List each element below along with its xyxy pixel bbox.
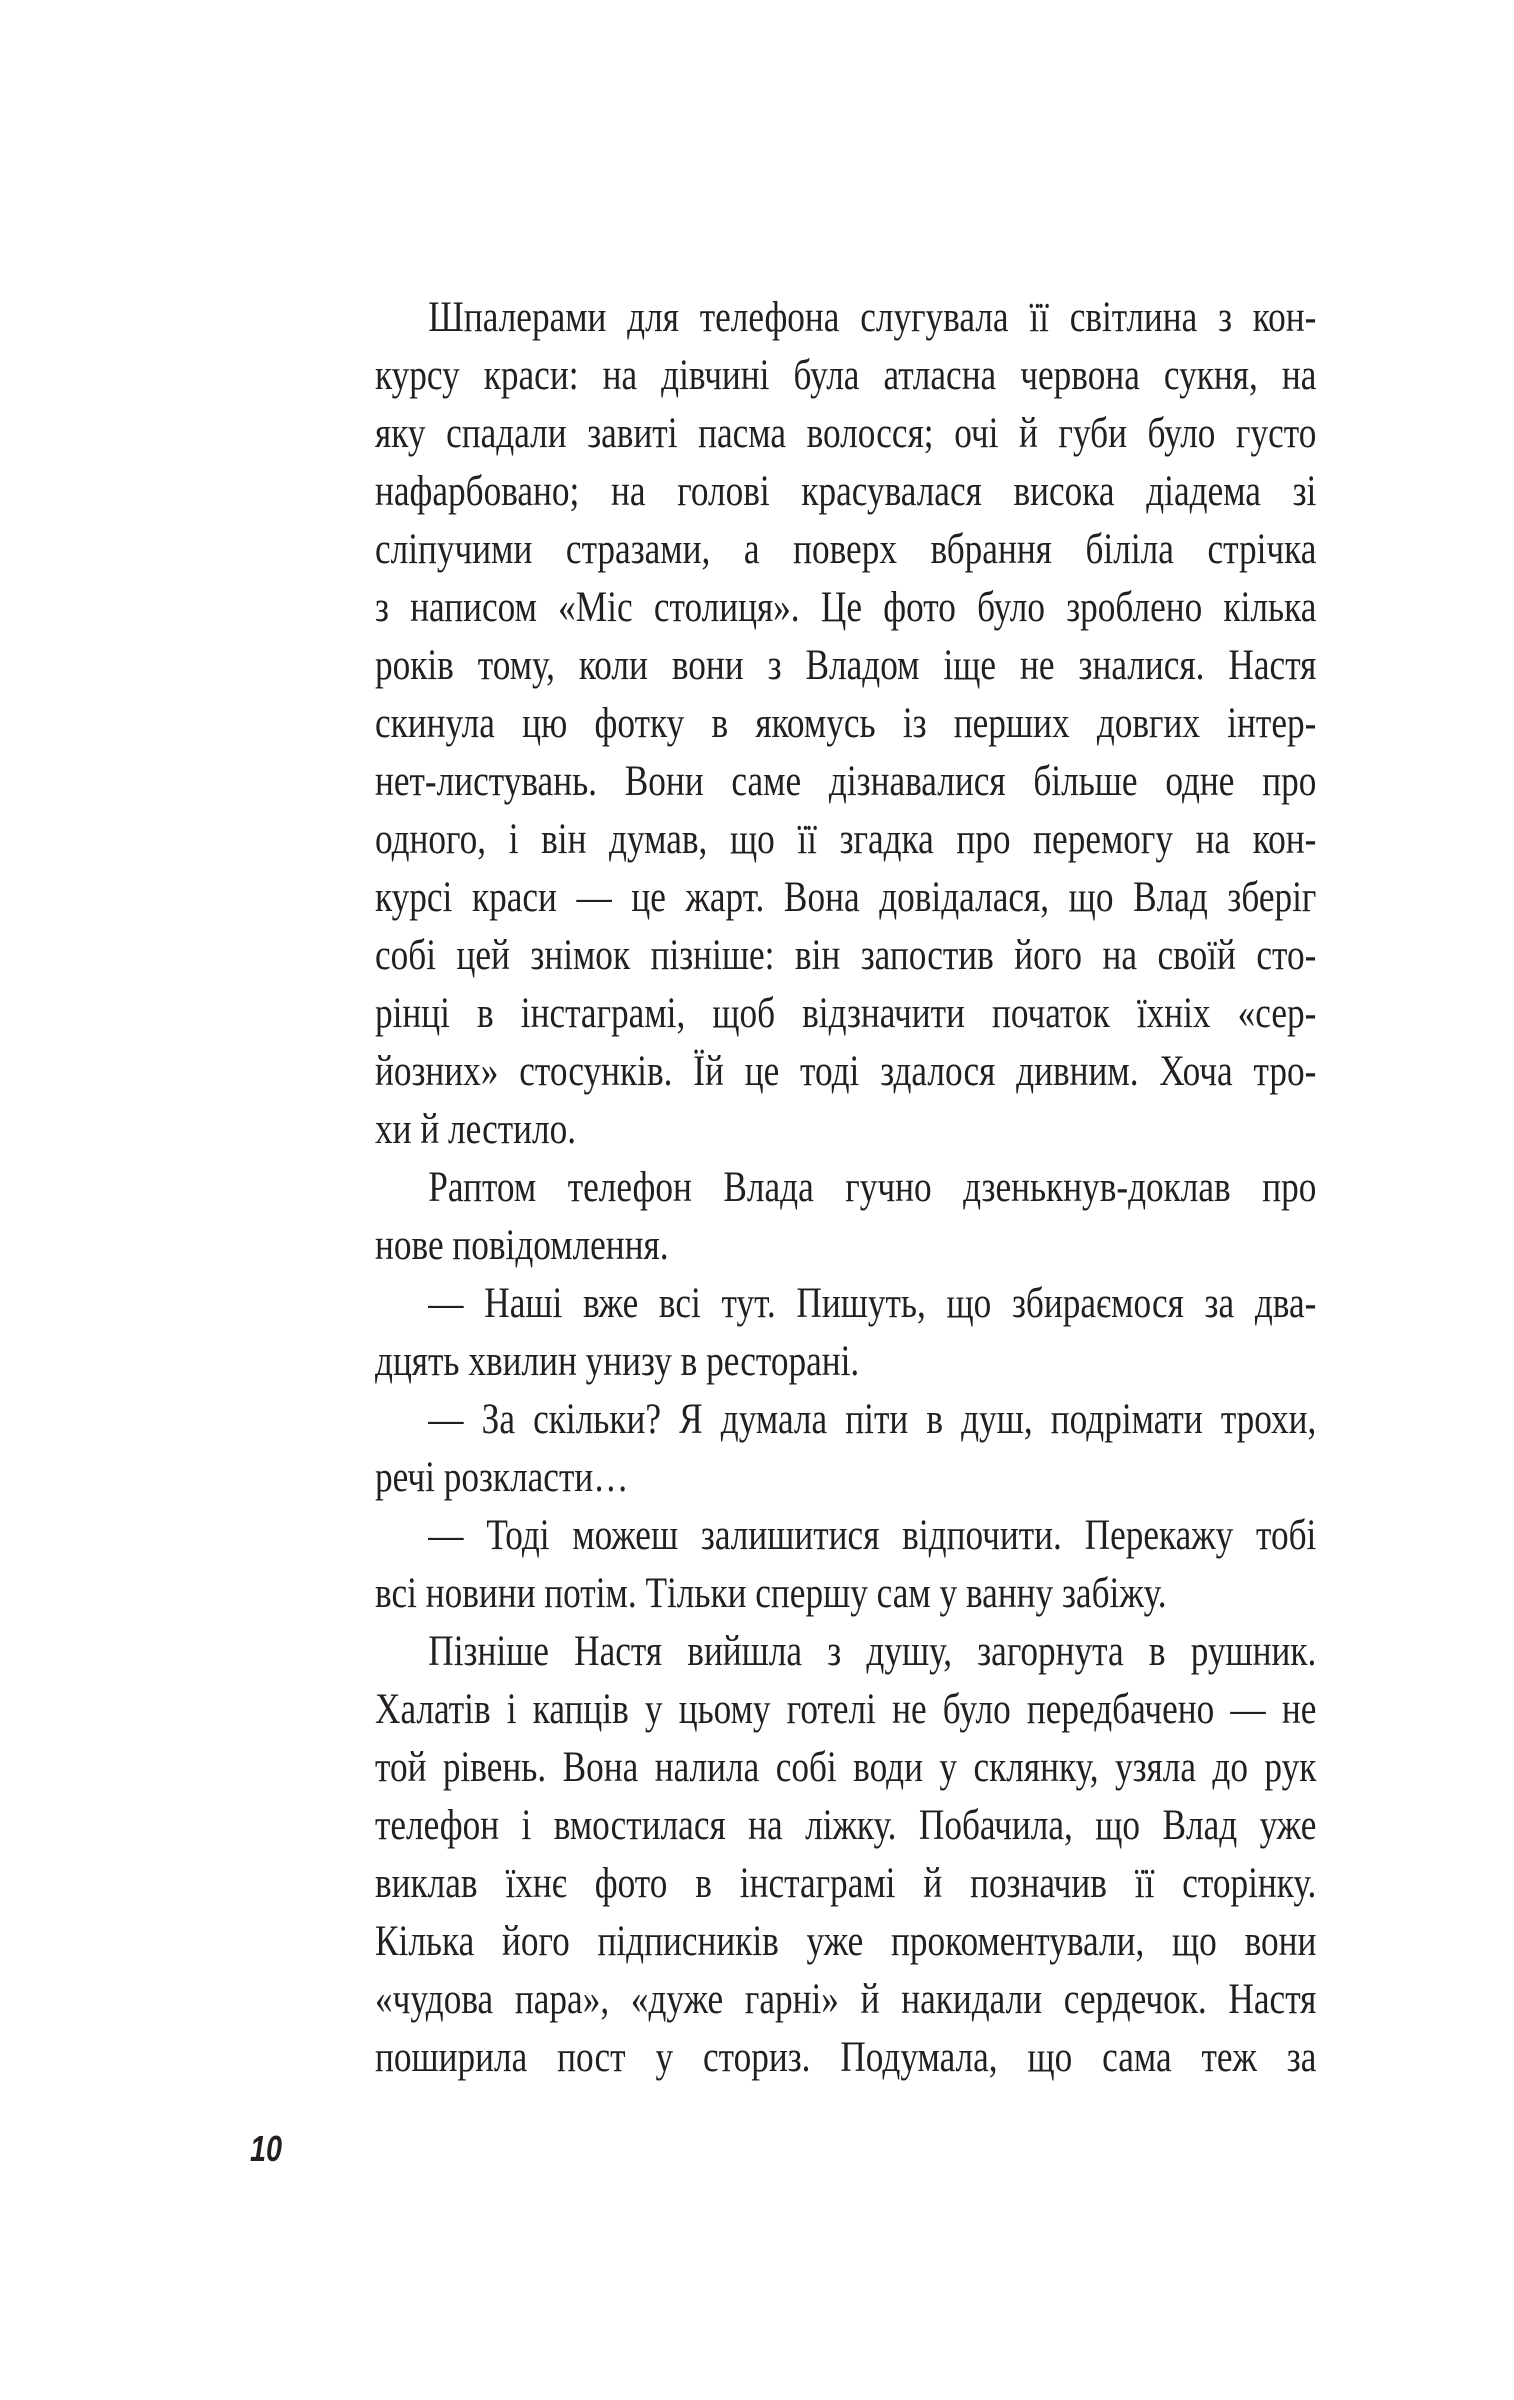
text-line: Раптом телефон Влада гучно дзенькнув-доклав про — [428, 1164, 1317, 1211]
text-line: Шпалерами для телефона слугувала її світлина з кон- — [428, 294, 1317, 341]
text-line: — Наші вже всі тут. Пишуть, що збираємося за два- — [428, 1280, 1317, 1327]
text-line: телефон і вмостилася на ліжку. Побачила, що Влад уже — [375, 1802, 1317, 1849]
text-line: Кілька його підписників уже прокоментували, що вони — [375, 1918, 1317, 1965]
text-line: рінці в інстаграмі, щоб відзначити початок їхніх «сер- — [375, 990, 1317, 1037]
text-line: Халатів і капців у цьому готелі не було передбачено — не — [375, 1686, 1317, 1733]
text-line: одного, і він думав, що її згадка про перемогу на кон- — [375, 816, 1317, 863]
text-line: — Тоді можеш залишитися відпочити. Перекажу тобі — [428, 1512, 1317, 1559]
text-line: виклав їхнє фото в інстаграмі й позначив її сторінку. — [375, 1860, 1317, 1907]
text-line: всі новини потім. Тільки спершу сам у ванну забіжу. — [375, 1570, 1167, 1617]
text-line: курсі краси — це жарт. Вона довідалася, що Влад зберіг — [375, 874, 1317, 921]
text-line: курсу краси: на дівчині була атласна червона сукня, на — [375, 352, 1317, 399]
text-line: сліпучими стразами, а поверх вбрання біліла стрічка — [375, 526, 1317, 573]
text-line: нафарбовано; на голові красувалася висока діадема зі — [375, 468, 1317, 515]
text-line: нове повідомлення. — [375, 1222, 669, 1269]
text-line: той рівень. Вона налила собі води у склянку, узяла до рук — [375, 1744, 1317, 1791]
text-line: з написом «Міс столиця». Це фото було зроблено кілька — [375, 584, 1317, 631]
text-line: собі цей знімок пізніше: він запостив його на своїй сто- — [375, 932, 1317, 979]
text-line: нет-листувань. Вони саме дізнавалися більше одне про — [375, 758, 1317, 805]
text-line: речі розкласти… — [375, 1454, 629, 1501]
text-line: років тому, коли вони з Владом іще не зналися. Настя — [375, 642, 1317, 689]
text-line: «чудова пара», «дуже гарні» й накидали сердечок. Настя — [375, 1976, 1317, 2023]
text-line: йозних» стосунків. Їй це тоді здалося дивним. Хоча тро- — [375, 1048, 1317, 1095]
text-line: дцять хвилин унизу в ресторані. — [375, 1338, 860, 1385]
page-number: 10 — [250, 2128, 283, 2169]
text-line: поширила пост у сториз. Подумала, що сама теж за — [375, 2034, 1317, 2081]
body-text — [375, 289, 1317, 2087]
text-line: яку спадали завиті пасма волосся; очі й губи було густо — [375, 410, 1317, 457]
text-line: — За скільки? Я думала піти в душ, подрімати трохи, — [428, 1396, 1317, 1443]
text-line: хи й лестило. — [375, 1106, 577, 1153]
text-line: скинула цю фотку в якомусь із перших довгих інтер- — [375, 700, 1317, 747]
text-line: Пізніше Настя вийшла з душу, загорнута в рушник. — [428, 1628, 1317, 1675]
